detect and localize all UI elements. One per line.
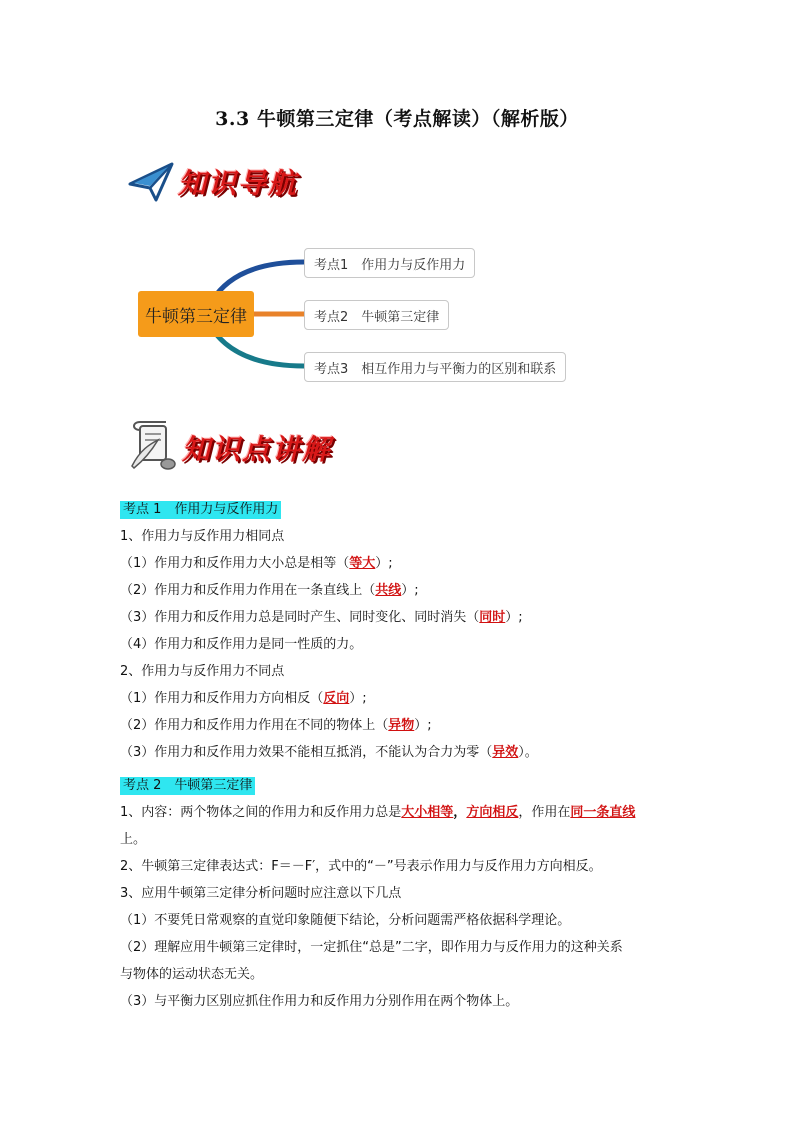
section2-content-cont: 上。 — [120, 832, 147, 847]
keyword: 异物 — [388, 718, 415, 733]
keyword: 异效 — [492, 745, 519, 760]
section1-heading: 考点 1 作用力与反作用力 — [120, 501, 281, 519]
section1-diff-item-3: （3）作用力和反作用力效果不能相互抵消，不能认为合力为零（异效）。 — [120, 745, 538, 760]
section1-same-item-4: （4）作用力和反作用力是同一性质的力。 — [120, 637, 363, 652]
section1-diff-item-2: （2）作用力和反作用力作用在不同的物体上（异物）; — [120, 718, 432, 733]
keyword: 同时 — [479, 610, 506, 625]
knowledge-explain-title: 知识点讲解 — [182, 433, 333, 466]
page-title: 3.3 牛顿第三定律（考点解读）（解析版） — [215, 108, 579, 130]
section1-same-item-3: （3）作用力和反作用力总是同时产生、同时变化、同时消失（同时）; — [120, 610, 523, 625]
section2-tip-1: （1）不要凭日常观察的直觉印象随便下结论，分析问题需严格依据科学理论。 — [120, 913, 571, 928]
section2-formula: 2、牛顿第三定律表达式：F＝－F′，式中的“－”号表示作用力与反作用力方向相反。 — [120, 859, 602, 874]
mindmap-node-3: 考点3 相互作用力与平衡力的区别和联系 — [304, 352, 566, 382]
document-body — [120, 496, 680, 1015]
mindmap-root: 牛顿第三定律 — [138, 291, 254, 337]
section2-tips-title: 3、应用牛顿第三定律分析问题时应注意以下几点 — [120, 886, 402, 901]
section1-same-item-1: （1）作用力和反作用力大小总是相等（等大）; — [120, 556, 393, 571]
scroll-quill-icon — [128, 420, 178, 472]
keyword: 反向 — [323, 691, 350, 706]
section2-tip-2: （2）理解应用牛顿第三定律时，一定抓住“总是”二字，即作用力与反作用力的这种关系 — [120, 940, 623, 955]
section1-diff-item-1: （1）作用力和反作用力方向相反（反向）; — [120, 691, 367, 706]
keyword: 等大 — [349, 556, 376, 571]
knowledge-explain-banner — [128, 420, 368, 476]
section1-same-item-2: （2）作用力和反作用力作用在一条直线上（共线）; — [120, 583, 419, 598]
mindmap-node-1: 考点1 作用力与反作用力 — [304, 248, 475, 278]
mindmap-node-2: 考点2 牛顿第三定律 — [304, 300, 449, 330]
section1-diff-title: 2、作用力与反作用力不同点 — [120, 664, 285, 679]
knowledge-nav-title: 知识导航 — [178, 167, 299, 200]
keyword: 共线 — [375, 583, 402, 598]
section2-tip-3: （3）与平衡力区别应抓住作用力和反作用力分别作用在两个物体上。 — [120, 994, 519, 1009]
section2-tip-2-cont: 与物体的运动状态无关。 — [120, 967, 264, 982]
section2-content: 1、内容：两个物体之间的作用力和反作用力总是大小相等，方向相反，作用在同一条直线 — [120, 805, 636, 820]
section2-heading: 考点 2 牛顿第三定律 — [120, 777, 255, 795]
section1-same-title: 1、作用力与反作用力相同点 — [120, 529, 285, 544]
